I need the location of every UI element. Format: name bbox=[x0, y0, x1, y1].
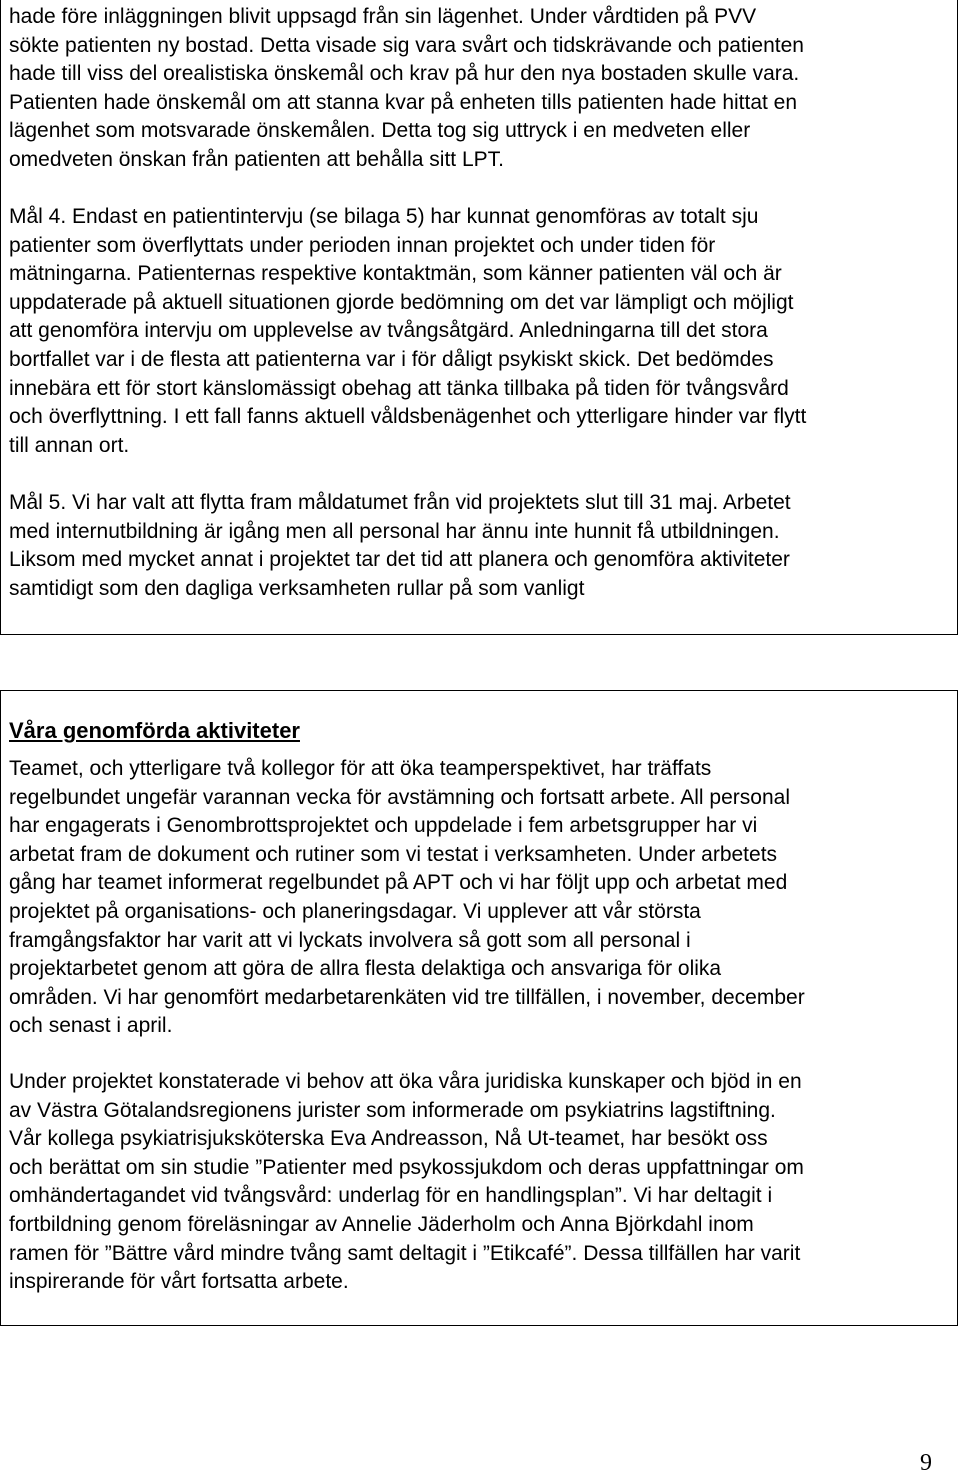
paragraph-team-activities: Teamet, och ytterligare två kollegor för att öka teamperspektivet, har träffats regelbundet ungefär varannan vecka för avstämning och fortsatt arbete. All personal har engagerats i Genombrottsprojektet och uppdelade i fem arbetsgrupper har vi arbetat fram de dokument och rutiner som vi testat i verksamheten. Under arbetets gång har teamet informerat regelbundet på APT och vi har följt upp och arbetat med projektet på organisations- och planeringsdagar. Vi upplever att vår största framgångsfaktor har varit att vi lyckats involvera så gott som all personal i projektarbetet genom att göra de allra flesta delaktiga och ansvariga för olika områden. Vi har genomfört medarbetarenkäten vid tre tillfällen, i november, december och senast i april. bbox=[9, 757, 805, 1038]
paragraph-goal-4: Mål 4. Endast en patientintervju (se bilaga 5) har kunnat genomföras av totalt sju patienter som överflyttats under perioden innan projektet och under tiden för mätningarna. Patienternas respektive kontaktmän, som känner patienten väl och är uppdaterade på aktuell situationen gjorde bedömning om det var lämpligt och möjligt att genomföra intervju om upplevelse av tvångsåtgärd. Anledningarna till det stora bortfallet var i de flesta att patienterna var i för dåligt psykiskt skick. Det bedömdes innebära ett för stort känslomässigt obehag att tänka tillbaka på tiden för tvångsvård och överflyttning. I ett fall fanns aktuell våldsbenägenhet och ytterligare hinder var flytt till annan ort. bbox=[9, 205, 807, 457]
section-heading: Våra genomförda aktiviteter bbox=[9, 718, 300, 743]
paragraph-housing: hade före inläggningen blivit uppsagd från sin lägenhet. Under vårdtiden på PVV sökte patienten ny bostad. Detta visade sig vara svårt och tidskrävande och patienten hade till viss del orealistiska önskemål och krav på hur den nya bostaden skulle vara. Patienten hade önskemål om att stanna kvar på enheten tills patienten hade hittat en lägenhet som motsvarade önskemålen. Detta tog sig uttryck i en medveten eller omedveten önskan från patienten att behålla sitt LPT. bbox=[9, 5, 804, 171]
page-number: 9 bbox=[920, 1450, 932, 1476]
paragraph-legal-knowledge: Under projektet konstaterade vi behov att öka våra juridiska kunskaper och bjöd in en av Västra Götalandsregionens jurister som informerade om psykiatrins lagstiftning. Vår kollega psykiatrisjuksköterska Eva Andreasson, Nå Ut-teamet, har besökt oss och berättat om sin studie ”Patienter med psykossjukdom och deras uppfattningar om omhändertagandet vid tvångsvård: underlag för en handlingsplan”. Vi har deltagit i fortbildning genom föreläsningar av Annelie Jäderholm och Anna Björkdahl inom ramen för ”Bättre vård mindre tvång samt deltagit i ”Etikcafé”. Dessa tillfällen har varit inspirerande för vårt fortsatta arbete. bbox=[9, 1070, 804, 1294]
paragraph-goal-5: Mål 5. Vi har valt att flytta fram måldatumet från vid projektets slut till 31 maj. Arbetet med internutbildning är igång men all personal har ännu inte hunnit få utbildningen. Liksom med mycket annat i projektet tar det tid att planera och genomföra aktiviteter samtidigt som den dagliga verksamheten rullar på som vanligt bbox=[9, 491, 791, 600]
